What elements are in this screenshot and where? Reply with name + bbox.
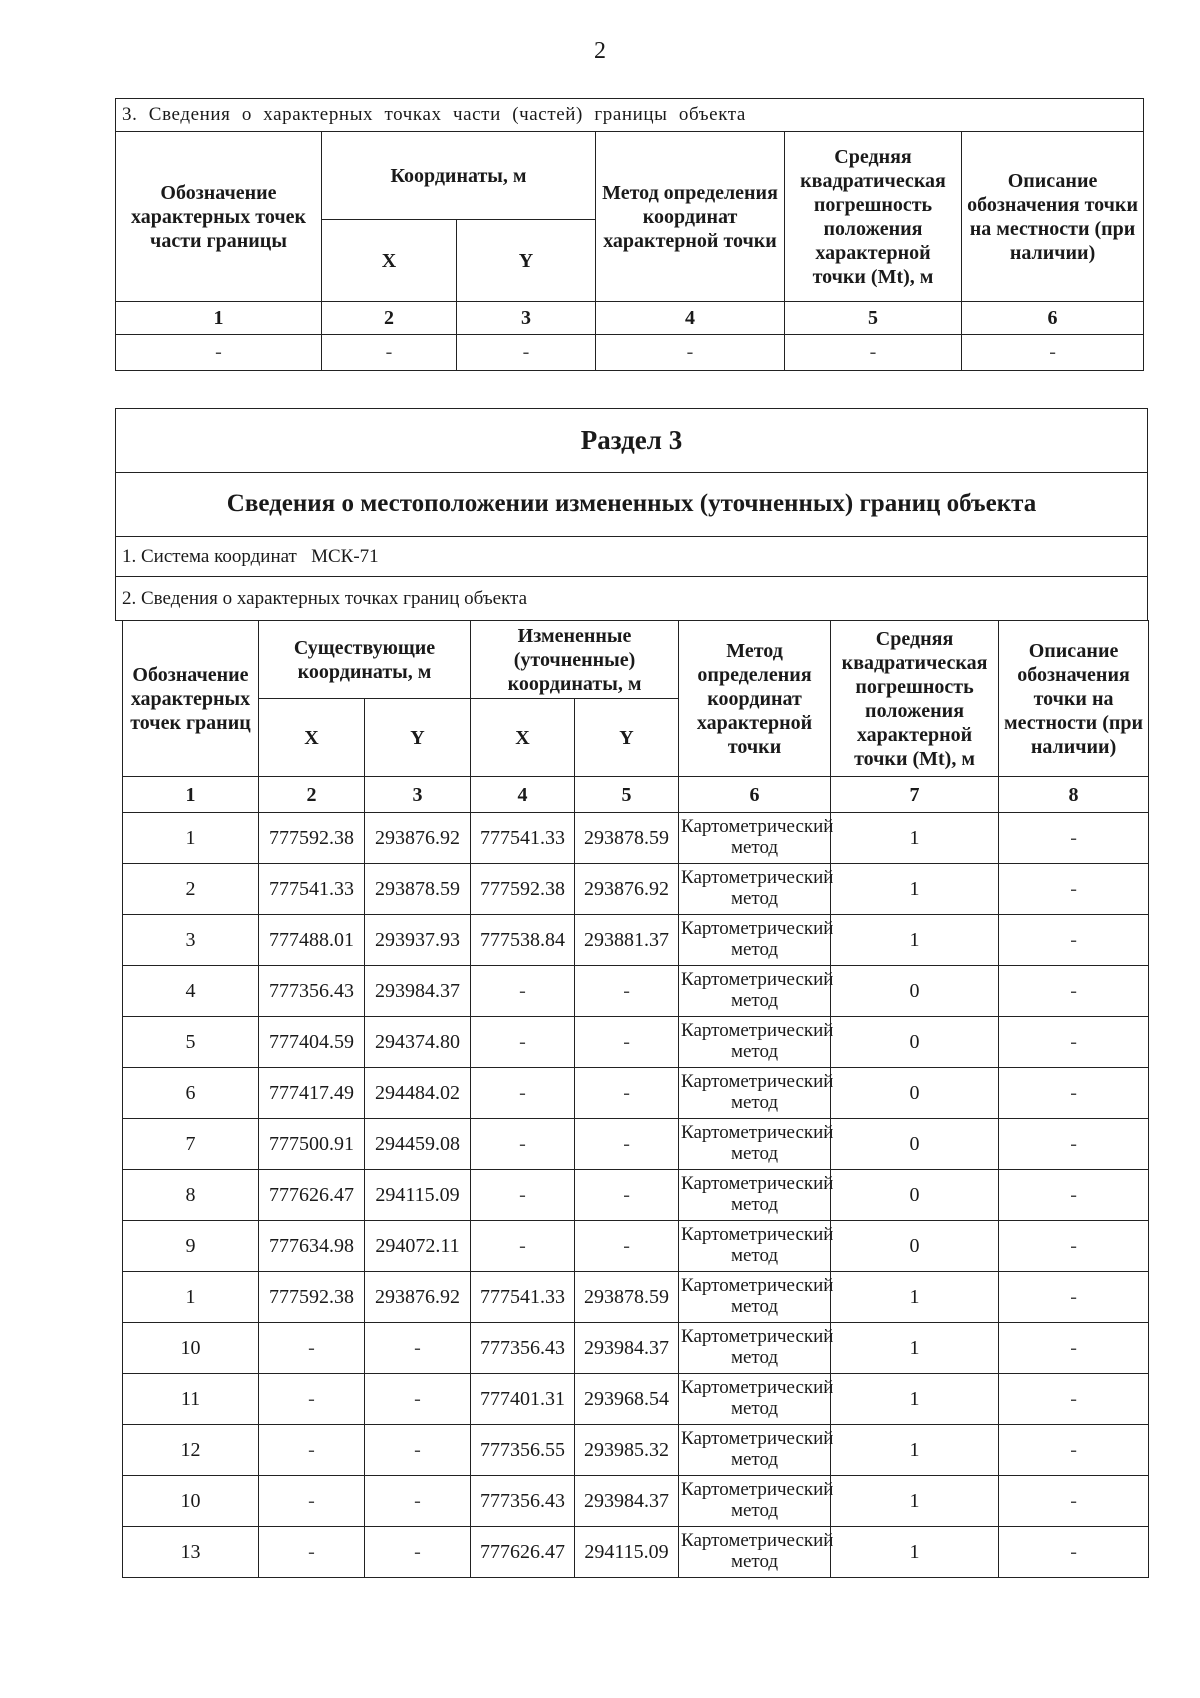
cell-existing-y: -: [365, 1323, 471, 1374]
part-points-caption: 3. Сведения о характерных точках части (частей) границы объекта: [116, 99, 1144, 132]
cell-method: Картометрический метод: [679, 1119, 831, 1170]
cell-designation: 3: [123, 915, 259, 966]
cell-existing-x: 777356.43: [259, 966, 365, 1017]
cell-changed-y: -: [575, 1170, 679, 1221]
header-changed: Измененные (уточненные) координаты, м: [471, 621, 679, 699]
cell-changed-y: 294115.09: [575, 1527, 679, 1578]
cell-error: 1: [831, 915, 999, 966]
cell-error: 1: [831, 1272, 999, 1323]
cell-description: -: [999, 966, 1149, 1017]
cell-changed-y: 293878.59: [575, 813, 679, 864]
cell-existing-y: -: [365, 1476, 471, 1527]
cell-existing-x: 777404.59: [259, 1017, 365, 1068]
cell-error: 1: [831, 1323, 999, 1374]
boundary-points-rows: [123, 813, 1149, 1578]
column-number: 4: [471, 777, 575, 813]
cell-error: -: [785, 335, 962, 371]
cell-changed-y: 293984.37: [575, 1476, 679, 1527]
table-row: [123, 864, 1149, 915]
cell-existing-y: 294374.80: [365, 1017, 471, 1068]
cell-designation: 1: [123, 813, 259, 864]
cell-existing-x: 777634.98: [259, 1221, 365, 1272]
cell-designation: 10: [123, 1476, 259, 1527]
cell-changed-y: -: [575, 966, 679, 1017]
cell-designation: 13: [123, 1527, 259, 1578]
page-number: 2: [594, 38, 606, 64]
cell-designation: 12: [123, 1425, 259, 1476]
column-number: 2: [322, 302, 457, 335]
cell-existing-y: 293876.92: [365, 813, 471, 864]
table-row: [123, 1527, 1149, 1578]
cell-designation: 5: [123, 1017, 259, 1068]
cell-description: -: [999, 1527, 1149, 1578]
cell-method: Картометрический метод: [679, 1374, 831, 1425]
cell-changed-x: 777356.43: [471, 1323, 575, 1374]
cell-method: Картометрический метод: [679, 1425, 831, 1476]
table-row: [123, 1272, 1149, 1323]
cell-existing-x: -: [259, 1527, 365, 1578]
header-description: Описание обозначения точки на местности (при наличии): [962, 132, 1144, 302]
cell-method: Картометрический метод: [679, 1527, 831, 1578]
cell-changed-x: -: [471, 1068, 575, 1119]
cell-existing-y: 294484.02: [365, 1068, 471, 1119]
table-row: [123, 966, 1149, 1017]
cell-existing-y: -: [365, 1425, 471, 1476]
column-numbers-row: [123, 777, 1149, 813]
cell-changed-y: -: [575, 1017, 679, 1068]
cell-description: -: [999, 813, 1149, 864]
cell-method: Картометрический метод: [679, 1170, 831, 1221]
cell-existing-y: 293876.92: [365, 1272, 471, 1323]
cell-existing-x: -: [259, 1374, 365, 1425]
column-number: 3: [457, 302, 596, 335]
coordinate-system-label: 1. Система координат: [122, 545, 297, 567]
cell-method: Картометрический метод: [679, 813, 831, 864]
cell-description: -: [962, 335, 1144, 371]
header-designation: Обозначение характерных точек части границы: [116, 132, 322, 302]
cell-changed-x: 777541.33: [471, 1272, 575, 1323]
cell-error: 0: [831, 1017, 999, 1068]
cell-description: -: [999, 1323, 1149, 1374]
header-method: Метод определения координат характерной точки: [596, 132, 785, 302]
cell-method: Картометрический метод: [679, 915, 831, 966]
cell-description: -: [999, 915, 1149, 966]
cell-changed-y: 293968.54: [575, 1374, 679, 1425]
part-points-table: [115, 98, 1144, 371]
header-error: Средняя квадратическая погрешность положения характерной точки (Mt), м: [785, 132, 962, 302]
cell-error: 1: [831, 1476, 999, 1527]
header-error: Средняя квадратическая погрешность положения характерной точки (Mt), м: [831, 621, 999, 777]
table-row: [123, 1374, 1149, 1425]
header-coordinates: Координаты, м: [322, 132, 596, 220]
cell-changed-x: -: [471, 1170, 575, 1221]
cell-existing-y: 294115.09: [365, 1170, 471, 1221]
cell-existing-y: 294072.11: [365, 1221, 471, 1272]
table-row: [123, 1425, 1149, 1476]
cell-method: Картометрический метод: [679, 966, 831, 1017]
column-number: 7: [831, 777, 999, 813]
cell-designation: 8: [123, 1170, 259, 1221]
cell-changed-x: 777356.55: [471, 1425, 575, 1476]
header-existing-y: Y: [365, 699, 471, 777]
table-row: [123, 1323, 1149, 1374]
header-changed-x: X: [471, 699, 575, 777]
cell-error: 0: [831, 966, 999, 1017]
section-subtitle: Сведения о местоположении измененных (уточненных) границ объекта: [116, 473, 1148, 537]
cell-changed-y: 293878.59: [575, 1272, 679, 1323]
cell-changed-y: 293985.32: [575, 1425, 679, 1476]
cell-changed-y: -: [575, 1119, 679, 1170]
column-number: 8: [999, 777, 1149, 813]
cell-method: Картометрический метод: [679, 1068, 831, 1119]
cell-designation: 1: [123, 1272, 259, 1323]
cell-method: Картометрический метод: [679, 1221, 831, 1272]
coordinate-system: [116, 537, 1148, 577]
cell-description: -: [999, 1476, 1149, 1527]
cell-x: -: [322, 335, 457, 371]
cell-existing-x: 777592.38: [259, 1272, 365, 1323]
cell-changed-y: 293984.37: [575, 1323, 679, 1374]
column-numbers-row: [116, 302, 1144, 335]
cell-changed-x: -: [471, 1221, 575, 1272]
column-number: 6: [679, 777, 831, 813]
cell-designation: -: [116, 335, 322, 371]
section-header: [115, 408, 1148, 621]
cell-error: 0: [831, 1119, 999, 1170]
column-number: 3: [365, 777, 471, 813]
cell-error: 1: [831, 1374, 999, 1425]
cell-error: 0: [831, 1221, 999, 1272]
table-row: [123, 1119, 1149, 1170]
table-row: [123, 813, 1149, 864]
cell-changed-x: 777541.33: [471, 813, 575, 864]
cell-existing-y: 293878.59: [365, 864, 471, 915]
header-changed-y: Y: [575, 699, 679, 777]
cell-designation: 6: [123, 1068, 259, 1119]
cell-changed-x: 777401.31: [471, 1374, 575, 1425]
cell-error: 1: [831, 1527, 999, 1578]
cell-method: Картометрический метод: [679, 1017, 831, 1068]
cell-existing-y: -: [365, 1527, 471, 1578]
cell-existing-y: -: [365, 1374, 471, 1425]
column-number: 6: [962, 302, 1144, 335]
cell-description: -: [999, 1221, 1149, 1272]
cell-description: -: [999, 1170, 1149, 1221]
cell-existing-x: -: [259, 1476, 365, 1527]
table-row: [123, 1221, 1149, 1272]
cell-changed-x: 777538.84: [471, 915, 575, 966]
column-number: 1: [116, 302, 322, 335]
cell-existing-y: 293984.37: [365, 966, 471, 1017]
points-caption: 2. Сведения о характерных точках границ объекта: [116, 577, 1148, 621]
cell-changed-y: 293876.92: [575, 864, 679, 915]
cell-changed-x: 777356.43: [471, 1476, 575, 1527]
header-y: Y: [457, 220, 596, 302]
cell-changed-x: -: [471, 1017, 575, 1068]
cell-designation: 11: [123, 1374, 259, 1425]
cell-changed-y: -: [575, 1068, 679, 1119]
table-row: [123, 915, 1149, 966]
cell-changed-x: -: [471, 966, 575, 1017]
cell-existing-y: 293937.93: [365, 915, 471, 966]
cell-changed-x: 777626.47: [471, 1527, 575, 1578]
cell-error: 0: [831, 1068, 999, 1119]
column-number: 5: [575, 777, 679, 813]
table-row: [123, 1170, 1149, 1221]
column-number: 5: [785, 302, 962, 335]
cell-designation: 10: [123, 1323, 259, 1374]
column-number: 2: [259, 777, 365, 813]
cell-description: -: [999, 1425, 1149, 1476]
header-description: Описание обозначения точки на местности (при наличии): [999, 621, 1149, 777]
section-title: Раздел 3: [116, 409, 1148, 473]
cell-description: -: [999, 1272, 1149, 1323]
cell-description: -: [999, 1017, 1149, 1068]
cell-existing-x: -: [259, 1323, 365, 1374]
cell-method: Картометрический метод: [679, 1323, 831, 1374]
column-number: 1: [123, 777, 259, 813]
cell-designation: 7: [123, 1119, 259, 1170]
cell-designation: 4: [123, 966, 259, 1017]
boundary-points-table: [122, 620, 1149, 1578]
cell-method: Картометрический метод: [679, 864, 831, 915]
cell-changed-x: -: [471, 1119, 575, 1170]
cell-existing-x: 777417.49: [259, 1068, 365, 1119]
header-existing-x: X: [259, 699, 365, 777]
cell-error: 1: [831, 813, 999, 864]
table-row: [116, 335, 1144, 371]
cell-description: -: [999, 864, 1149, 915]
cell-designation: 9: [123, 1221, 259, 1272]
header-existing: Существующие координаты, м: [259, 621, 471, 699]
cell-method: Картометрический метод: [679, 1476, 831, 1527]
cell-designation: 2: [123, 864, 259, 915]
cell-y: -: [457, 335, 596, 371]
header-designation: Обозначение характерных точек границ: [123, 621, 259, 777]
cell-description: -: [999, 1119, 1149, 1170]
cell-existing-x: 777500.91: [259, 1119, 365, 1170]
cell-existing-x: -: [259, 1425, 365, 1476]
cell-method: Картометрический метод: [679, 1272, 831, 1323]
header-x: X: [322, 220, 457, 302]
coordinate-system-value: МСК-71: [311, 545, 379, 567]
cell-existing-x: 777626.47: [259, 1170, 365, 1221]
column-number: 4: [596, 302, 785, 335]
cell-existing-x: 777541.33: [259, 864, 365, 915]
cell-changed-x: 777592.38: [471, 864, 575, 915]
cell-existing-y: 294459.08: [365, 1119, 471, 1170]
cell-error: 0: [831, 1170, 999, 1221]
header-method: Метод определения координат характерной точки: [679, 621, 831, 777]
cell-existing-x: 777592.38: [259, 813, 365, 864]
cell-method: -: [596, 335, 785, 371]
cell-description: -: [999, 1068, 1149, 1119]
table-row: [123, 1068, 1149, 1119]
cell-error: 1: [831, 1425, 999, 1476]
cell-description: -: [999, 1374, 1149, 1425]
cell-existing-x: 777488.01: [259, 915, 365, 966]
cell-error: 1: [831, 864, 999, 915]
table-row: [123, 1017, 1149, 1068]
table-row: [123, 1476, 1149, 1527]
cell-changed-y: 293881.37: [575, 915, 679, 966]
cell-changed-y: -: [575, 1221, 679, 1272]
